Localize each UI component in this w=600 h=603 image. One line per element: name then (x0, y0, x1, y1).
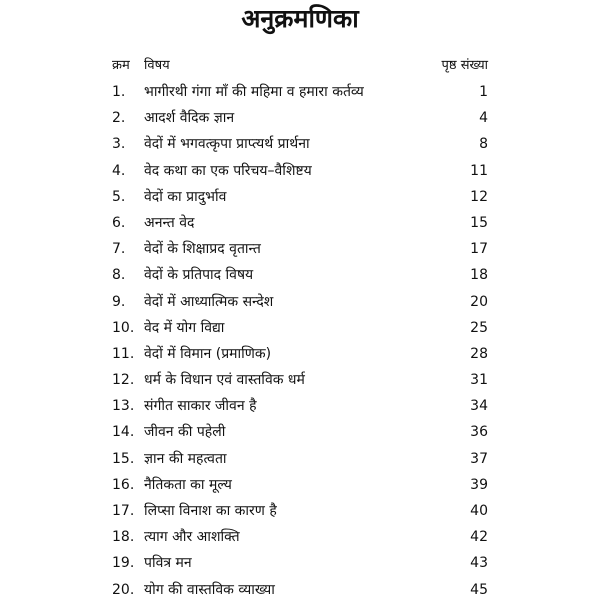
page-title: अनुक्रमणिका (241, 4, 359, 33)
list-item (0, 289, 600, 315)
entry-number: 18. (112, 529, 135, 546)
entry-page: 34 (470, 398, 488, 415)
entry-subject: योग की वास्तविक व्याख्या (144, 581, 275, 598)
entry-number: 6. (112, 214, 126, 231)
entry-page: 17 (470, 241, 488, 258)
entry-page: 42 (470, 529, 488, 546)
entry-number: 7. (112, 241, 126, 258)
entry-subject: अनन्त वेद (144, 214, 195, 231)
entry-number: 16. (112, 476, 135, 493)
entry-page: 28 (470, 345, 488, 362)
entry-number: 15. (112, 450, 135, 467)
table-header (0, 55, 600, 77)
contents-list (0, 79, 600, 603)
entry-subject: पवित्र मन (144, 555, 192, 572)
entry-number: 13. (112, 398, 135, 415)
list-item (0, 367, 600, 393)
entry-page: 40 (470, 503, 488, 519)
entry-subject: त्याग और आशक्ति (144, 529, 240, 546)
list-item (0, 236, 600, 262)
entry-page: 18 (470, 267, 488, 284)
entry-subject: वेद कथा का एक परिचय–वैशिष्टय (144, 162, 312, 179)
entry-number: 11. (112, 345, 135, 362)
entry-subject: भागीरथी गंगा माँ की महिमा व हमारा कर्तव्य (144, 84, 364, 100)
list-item (0, 79, 600, 105)
entry-subject: आदर्श वैदिक ज्ञान (144, 110, 235, 127)
entry-number: 12. (112, 372, 135, 389)
entry-number: 17. (112, 503, 135, 519)
entry-page: 11 (470, 162, 488, 179)
entry-subject: वेदों में विमान (प्रमाणिक) (144, 345, 272, 362)
list-item (0, 393, 600, 419)
entry-number: 14. (112, 424, 135, 441)
list-item (0, 419, 600, 445)
list-item (0, 498, 600, 524)
entry-page: 15 (470, 214, 488, 231)
entry-page: 39 (470, 476, 488, 493)
entry-page: 45 (470, 581, 488, 598)
entry-subject: नैतिकता का मूल्य (144, 476, 232, 493)
entry-subject: संगीत साकार जीवन है (144, 398, 257, 415)
entry-subject: ज्ञान की महत्वता (144, 450, 227, 467)
entry-page: 1 (479, 84, 488, 100)
list-item (0, 262, 600, 288)
entry-number: 20. (112, 581, 135, 598)
entry-subject: वेदों के शिक्षाप्रद वृतान्त (144, 241, 261, 258)
list-item (0, 131, 600, 157)
entry-page: 4 (479, 110, 488, 127)
list-item (0, 446, 600, 472)
entry-number: 19. (112, 555, 135, 572)
entry-subject: वेद में योग विद्या (144, 319, 225, 336)
entry-number: 1. (112, 84, 126, 100)
entry-subject: वेदों का प्रादुर्भाव (144, 188, 227, 205)
entry-number: 9. (112, 293, 126, 310)
entry-page: 31 (470, 372, 488, 389)
entry-page: 8 (479, 136, 488, 153)
list-item (0, 577, 600, 603)
list-item (0, 184, 600, 210)
header-number: क्रम (112, 58, 130, 73)
list-item (0, 315, 600, 341)
list-item (0, 158, 600, 184)
list-item (0, 105, 600, 131)
list-item (0, 524, 600, 550)
entry-number: 8. (112, 267, 126, 284)
entry-subject: वेदों के प्रतिपाद विषय (144, 267, 254, 284)
entry-subject: धर्म के विधान एवं वास्तविक धर्म (144, 372, 305, 389)
entry-page: 12 (470, 188, 488, 205)
entry-subject: वेदों में आध्यात्मिक सन्देश (144, 293, 274, 310)
list-item (0, 210, 600, 236)
entry-subject: वेदों में भगवत्कृपा प्राप्त्यर्थ प्रार्थना (144, 136, 310, 153)
header-subject: विषय (144, 58, 170, 73)
entry-page: 37 (470, 450, 488, 467)
entry-number: 2. (112, 110, 126, 127)
entry-page: 25 (470, 319, 488, 336)
entry-number: 4. (112, 162, 126, 179)
header-page: पृष्ठ संख्या (441, 58, 488, 73)
entry-page: 43 (470, 555, 488, 572)
entry-number: 3. (112, 136, 126, 153)
entry-subject: लिप्सा विनाश का कारण है (144, 503, 277, 519)
list-item (0, 550, 600, 576)
entry-number: 5. (112, 188, 126, 205)
entry-number: 10. (112, 319, 135, 336)
entry-page: 20 (470, 293, 488, 310)
entry-page: 36 (470, 424, 488, 441)
list-item (0, 341, 600, 367)
entry-subject: जीवन की पहेली (144, 424, 226, 441)
list-item (0, 472, 600, 498)
